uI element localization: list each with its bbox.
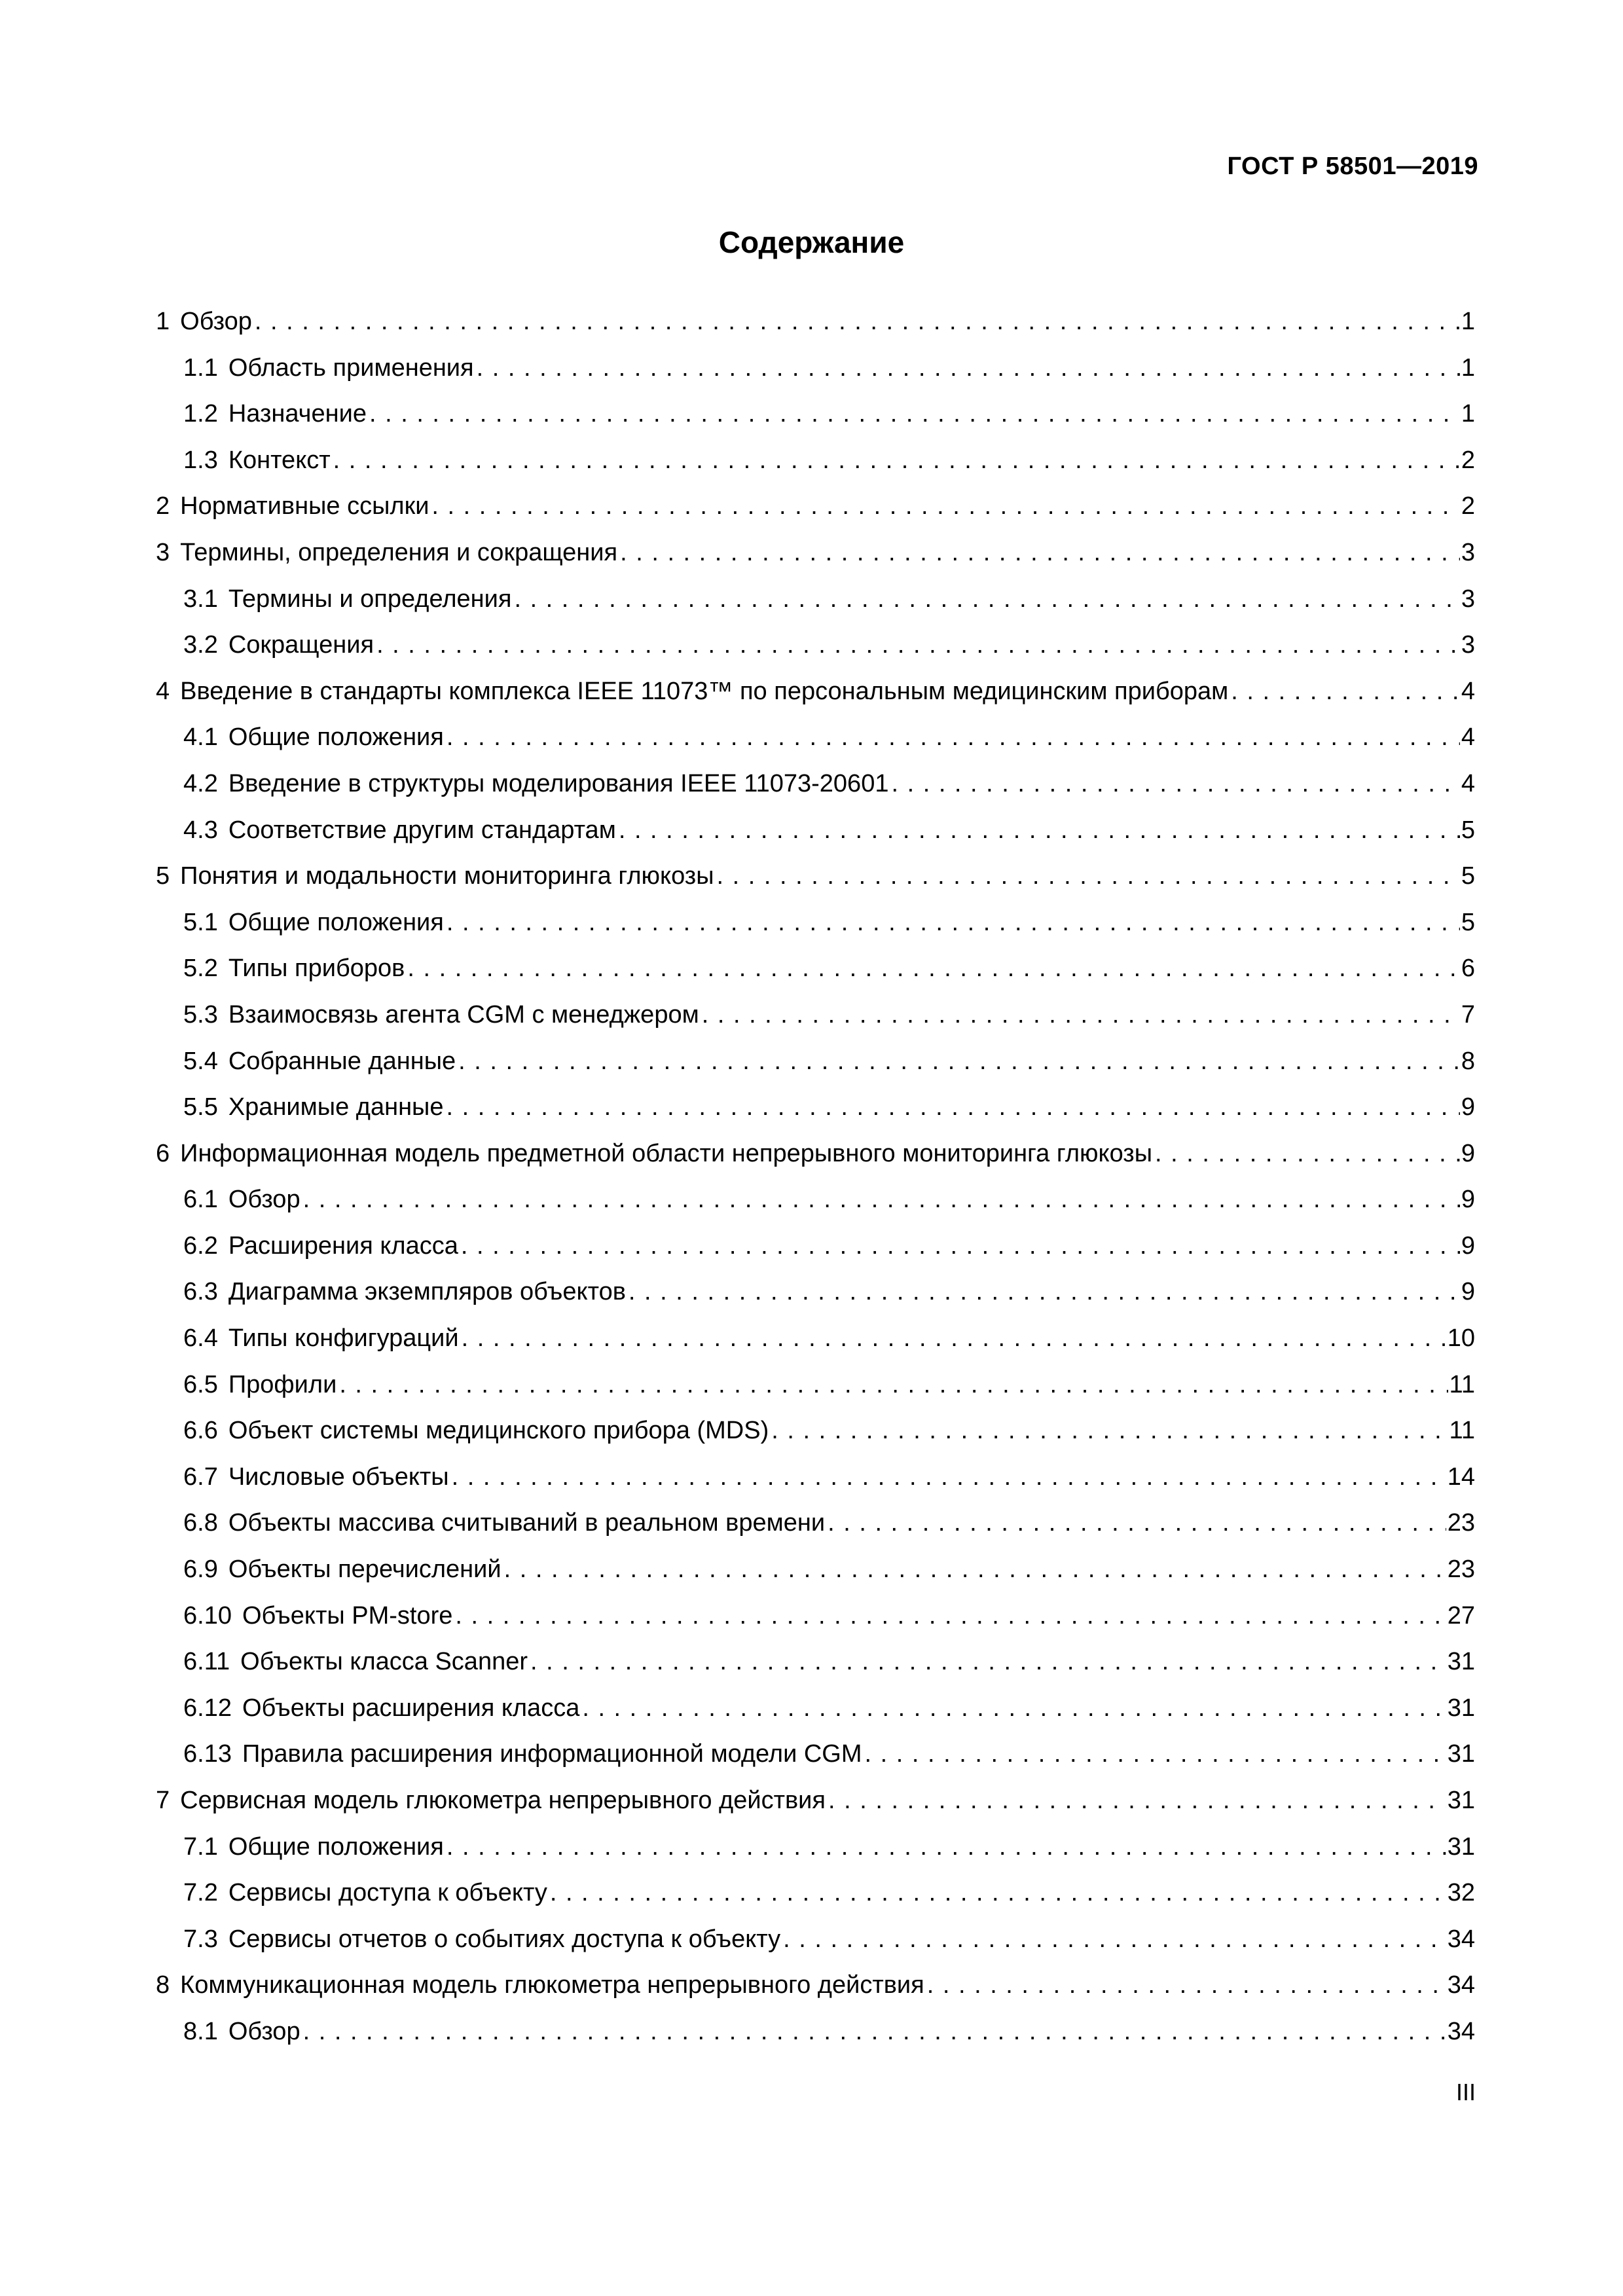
toc-dot-leader bbox=[888, 761, 1459, 807]
toc-entry-number: 4.1 bbox=[183, 723, 218, 752]
toc-entry-number: 4 bbox=[156, 677, 170, 705]
toc-dot-leader bbox=[501, 1546, 1446, 1593]
toc-entry-page: 3 bbox=[1461, 631, 1475, 659]
toc-entry-number: 6.4 bbox=[183, 1324, 218, 1353]
toc-dot-leader bbox=[617, 530, 1460, 576]
toc-entry[interactable] bbox=[156, 576, 1475, 623]
toc-entry-page: 31 bbox=[1447, 1832, 1475, 1861]
toc-entry-page: 4 bbox=[1461, 769, 1475, 797]
toc-entry[interactable] bbox=[156, 945, 1475, 992]
toc-entry-page: 27 bbox=[1447, 1601, 1475, 1630]
toc-entry-number: 7.2 bbox=[183, 1879, 218, 1907]
toc-entry-page: 11 bbox=[1449, 1417, 1475, 1445]
page-number: III bbox=[1455, 2079, 1476, 2105]
toc-entry[interactable] bbox=[156, 437, 1475, 484]
toc-entry-title: Профили bbox=[228, 1370, 337, 1398]
toc-dot-leader bbox=[579, 1685, 1446, 1732]
toc-entry-page: 4 bbox=[1461, 723, 1475, 752]
toc-entry[interactable] bbox=[156, 2009, 1475, 2055]
toc-entry-page: 14 bbox=[1447, 1463, 1475, 1491]
toc-entry[interactable] bbox=[156, 1639, 1475, 1685]
toc-dot-leader bbox=[444, 714, 1460, 761]
toc-entry[interactable] bbox=[156, 761, 1475, 807]
toc-entry-number: 6.1 bbox=[183, 1186, 218, 1214]
toc-entry-title: Соответствие другим стандартам bbox=[228, 816, 616, 844]
toc-entry-title: Контекст bbox=[228, 446, 331, 474]
toc-entry[interactable] bbox=[156, 714, 1475, 761]
toc-entry-page: 5 bbox=[1461, 908, 1475, 936]
toc-entry-title: Сервисы доступа к объекту bbox=[228, 1879, 547, 1907]
toc-dot-leader bbox=[449, 1454, 1446, 1501]
toc-entry-title: Правила расширения информационной модели CGM bbox=[242, 1740, 862, 1768]
toc-dot-leader bbox=[1152, 1131, 1460, 1177]
toc-dot-leader bbox=[301, 1176, 1460, 1223]
toc-entry-number: 6.9 bbox=[183, 1556, 218, 1584]
toc-entry[interactable] bbox=[156, 1315, 1475, 1362]
toc-entry[interactable] bbox=[156, 391, 1475, 437]
toc-entry-page: 6 bbox=[1461, 955, 1475, 983]
toc-entry-title: Объекты PM-store bbox=[242, 1601, 453, 1630]
toc-entry-number: 5.3 bbox=[183, 1000, 218, 1029]
toc-entry-number: 1 bbox=[156, 308, 170, 335]
document-header-code: ГОСТ Р 58501—2019 bbox=[1227, 153, 1478, 180]
toc-entry[interactable] bbox=[156, 1824, 1475, 1870]
toc-entry-title: Сокращения bbox=[228, 631, 374, 659]
toc-entry[interactable] bbox=[156, 1777, 1475, 1824]
toc-dot-leader bbox=[699, 992, 1460, 1038]
toc-entry-page: 31 bbox=[1447, 1740, 1475, 1768]
toc-entry[interactable] bbox=[156, 1916, 1475, 1963]
toc-dot-leader bbox=[444, 1084, 1460, 1131]
toc-entry-number: 8 bbox=[156, 1971, 170, 1999]
toc-entry-number: 6.2 bbox=[183, 1231, 218, 1260]
toc-entry-page: 5 bbox=[1461, 862, 1475, 890]
toc-entry[interactable] bbox=[156, 1408, 1475, 1454]
toc-entry-number: 3.1 bbox=[183, 585, 218, 613]
toc-dot-leader bbox=[862, 1731, 1446, 1777]
toc-entry-page: 1 bbox=[1461, 354, 1475, 382]
toc-entry-page: 9 bbox=[1461, 1186, 1475, 1214]
table-of-contents bbox=[156, 299, 1475, 2055]
toc-entry-page: 34 bbox=[1447, 1925, 1475, 1953]
toc-entry-page: 3 bbox=[1461, 538, 1475, 566]
toc-entry-number: 1.2 bbox=[183, 400, 218, 428]
toc-entry-title: Термины, определения и сокращения bbox=[180, 538, 618, 566]
toc-entry-page: 11 bbox=[1449, 1370, 1475, 1398]
toc-entry-page: 31 bbox=[1447, 1787, 1475, 1814]
toc-entry-title: Общие положения bbox=[228, 723, 444, 752]
toc-entry-number: 6.11 bbox=[183, 1648, 230, 1676]
toc-entry-page: 1 bbox=[1461, 308, 1475, 335]
toc-entry-page: 23 bbox=[1447, 1556, 1475, 1584]
toc-entry-page: 9 bbox=[1461, 1278, 1475, 1306]
toc-entry-number: 6.13 bbox=[183, 1740, 232, 1768]
toc-entry-title: Общие положения bbox=[228, 908, 444, 936]
toc-entry-number: 5.4 bbox=[183, 1047, 218, 1075]
toc-entry[interactable] bbox=[156, 853, 1475, 900]
toc-entry-page: 7 bbox=[1461, 1000, 1475, 1029]
toc-entry-title: Обзор bbox=[180, 308, 252, 335]
toc-dot-leader bbox=[528, 1639, 1446, 1685]
toc-entry-title: Диаграмма экземпляров объектов bbox=[228, 1278, 626, 1306]
toc-dot-leader bbox=[301, 2009, 1446, 2055]
toc-dot-leader bbox=[511, 576, 1459, 623]
toc-entry-title: Область применения bbox=[228, 354, 474, 382]
toc-entry-title: Информационная модель предметной области непрерывного мониторинга глюкозы bbox=[180, 1139, 1153, 1167]
toc-entry-title: Общие положения bbox=[228, 1832, 444, 1861]
toc-entry-page: 31 bbox=[1447, 1648, 1475, 1676]
toc-dot-leader bbox=[429, 483, 1459, 530]
toc-dot-leader bbox=[714, 853, 1460, 900]
toc-entry-page: 34 bbox=[1447, 2017, 1475, 2045]
toc-dot-leader bbox=[252, 299, 1460, 345]
toc-entry[interactable] bbox=[156, 1870, 1475, 1916]
toc-entry-number: 2 bbox=[156, 492, 170, 520]
toc-entry-page: 23 bbox=[1447, 1509, 1475, 1537]
toc-dot-leader bbox=[456, 1038, 1460, 1085]
toc-entry-number: 6.8 bbox=[183, 1509, 218, 1537]
toc-entry[interactable] bbox=[156, 1593, 1475, 1639]
toc-entry[interactable] bbox=[156, 1362, 1475, 1408]
toc-entry[interactable] bbox=[156, 1685, 1475, 1732]
toc-entry-number: 5 bbox=[156, 862, 170, 890]
toc-entry[interactable] bbox=[156, 345, 1475, 392]
toc-entry-number: 6.6 bbox=[183, 1417, 218, 1445]
toc-entry-title: Собранные данные bbox=[228, 1047, 456, 1075]
toc-dot-leader bbox=[405, 945, 1460, 992]
toc-entry-title: Сервисы отчетов о событиях доступа к объекту bbox=[228, 1925, 781, 1953]
toc-entry-title: Типы конфигураций bbox=[228, 1324, 459, 1353]
toc-entry[interactable] bbox=[156, 483, 1475, 530]
toc-entry-number: 1.3 bbox=[183, 446, 218, 474]
toc-entry[interactable] bbox=[156, 1962, 1475, 2009]
toc-entry-title: Объекты класса Scanner bbox=[240, 1648, 528, 1676]
toc-dot-leader bbox=[458, 1223, 1460, 1269]
toc-entry-page: 9 bbox=[1461, 1231, 1475, 1260]
toc-entry[interactable] bbox=[156, 1176, 1475, 1223]
toc-entry[interactable] bbox=[156, 807, 1475, 854]
toc-entry-number: 5.2 bbox=[183, 955, 218, 983]
toc-entry[interactable] bbox=[156, 299, 1475, 345]
toc-entry-title: Введение в стандарты комплекса IEEE 11073™ по персональным медицинским приборам bbox=[180, 677, 1229, 705]
toc-entry-page: 4 bbox=[1461, 677, 1475, 705]
toc-entry[interactable] bbox=[156, 1546, 1475, 1593]
toc-entry-number: 7 bbox=[156, 1787, 170, 1814]
toc-dot-leader bbox=[474, 345, 1460, 392]
toc-entry-title: Коммуникационная модель глюкометра непрерывного действия bbox=[180, 1971, 924, 1999]
toc-entry-number: 4.3 bbox=[183, 816, 218, 844]
toc-entry-page: 8 bbox=[1461, 1047, 1475, 1075]
toc-dot-leader bbox=[444, 900, 1460, 946]
toc-entry-number: 6 bbox=[156, 1139, 170, 1167]
toc-dot-leader bbox=[367, 391, 1460, 437]
toc-entry-page: 2 bbox=[1461, 446, 1475, 474]
toc-entry[interactable] bbox=[156, 900, 1475, 946]
toc-dot-leader bbox=[337, 1362, 1448, 1408]
toc-entry[interactable] bbox=[156, 1269, 1475, 1315]
toc-dot-leader bbox=[547, 1870, 1446, 1916]
toc-entry-number: 5.5 bbox=[183, 1093, 218, 1121]
toc-entry-title: Объекты перечислений bbox=[228, 1556, 501, 1584]
toc-entry-title: Назначение bbox=[228, 400, 367, 428]
toc-entry[interactable] bbox=[156, 1084, 1475, 1131]
toc-entry-number: 6.10 bbox=[183, 1601, 232, 1630]
toc-entry-page: 10 bbox=[1447, 1324, 1475, 1353]
toc-entry-page: 32 bbox=[1447, 1879, 1475, 1907]
toc-entry-number: 7.3 bbox=[183, 1925, 218, 1953]
toc-entry-number: 3 bbox=[156, 538, 170, 566]
toc-dot-leader bbox=[826, 1777, 1446, 1824]
toc-entry-number: 3.2 bbox=[183, 631, 218, 659]
toc-entry[interactable] bbox=[156, 1131, 1475, 1177]
page-title: Содержание bbox=[718, 225, 905, 259]
toc-dot-leader bbox=[780, 1916, 1446, 1963]
toc-dot-leader bbox=[769, 1408, 1448, 1454]
toc-entry-page: 1 bbox=[1461, 400, 1475, 428]
toc-entry-number: 5.1 bbox=[183, 908, 218, 936]
toc-entry[interactable] bbox=[156, 1500, 1475, 1546]
toc-entry-page: 2 bbox=[1461, 492, 1475, 520]
toc-dot-leader bbox=[616, 807, 1460, 854]
toc-entry-title: Типы приборов bbox=[228, 955, 405, 983]
toc-entry-title: Расширения класса bbox=[228, 1231, 458, 1260]
toc-entry-title: Обзор bbox=[228, 1186, 301, 1214]
toc-entry[interactable] bbox=[156, 622, 1475, 668]
toc-entry-title: Введение в структуры моделирования IEEE 11073-20601 bbox=[228, 769, 889, 797]
toc-entry[interactable] bbox=[156, 992, 1475, 1038]
toc-entry-title: Нормативные ссылки bbox=[180, 492, 429, 520]
toc-entry-number: 1.1 bbox=[183, 354, 218, 382]
toc-entry-page: 34 bbox=[1447, 1971, 1475, 1999]
toc-entry[interactable] bbox=[156, 1731, 1475, 1777]
toc-entry[interactable] bbox=[156, 530, 1475, 576]
toc-dot-leader bbox=[444, 1824, 1446, 1870]
toc-entry-number: 6.5 bbox=[183, 1370, 218, 1398]
toc-entry-title: Обзор bbox=[228, 2017, 301, 2045]
toc-dot-leader bbox=[924, 1962, 1446, 2009]
toc-dot-leader bbox=[459, 1315, 1446, 1362]
toc-entry-number: 8.1 bbox=[183, 2017, 218, 2045]
toc-dot-leader bbox=[374, 622, 1460, 668]
toc-entry-title: Объекты расширения класса bbox=[242, 1694, 580, 1722]
toc-entry-title: Понятия и модальности мониторинга глюкозы bbox=[180, 862, 714, 890]
toc-entry-page: 3 bbox=[1461, 585, 1475, 613]
toc-entry-title: Сервисная модель глюкометра непрерывного действия bbox=[180, 1787, 826, 1814]
toc-entry-page: 31 bbox=[1447, 1694, 1475, 1722]
toc-entry[interactable] bbox=[156, 1223, 1475, 1269]
toc-entry-title: Объект системы медицинского прибора (MDS) bbox=[228, 1417, 769, 1445]
toc-entry-title: Взаимосвязь агента CGM с менеджером bbox=[228, 1000, 699, 1029]
toc-entry-number: 7.1 bbox=[183, 1832, 218, 1861]
toc-dot-leader bbox=[825, 1500, 1446, 1546]
toc-dot-leader bbox=[331, 437, 1460, 484]
toc-dot-leader bbox=[452, 1593, 1446, 1639]
toc-entry-title: Термины и определения bbox=[228, 585, 512, 613]
toc-entry[interactable] bbox=[156, 668, 1475, 715]
toc-entry[interactable] bbox=[156, 1038, 1475, 1085]
toc-entry-number: 6.3 bbox=[183, 1278, 218, 1306]
toc-entry-title: Объекты массива считываний в реальном времени bbox=[228, 1509, 826, 1537]
toc-entry-page: 9 bbox=[1461, 1139, 1475, 1167]
toc-entry-number: 4.2 bbox=[183, 769, 218, 797]
toc-entry-title: Хранимые данные bbox=[228, 1093, 444, 1121]
toc-entry-page: 5 bbox=[1461, 816, 1475, 844]
toc-entry-page: 9 bbox=[1461, 1093, 1475, 1121]
toc-entry-title: Числовые объекты bbox=[228, 1463, 449, 1491]
toc-entry-number: 6.7 bbox=[183, 1463, 218, 1491]
toc-dot-leader bbox=[1228, 668, 1460, 715]
toc-dot-leader bbox=[626, 1269, 1460, 1315]
toc-entry[interactable] bbox=[156, 1454, 1475, 1501]
toc-entry-number: 6.12 bbox=[183, 1694, 232, 1722]
